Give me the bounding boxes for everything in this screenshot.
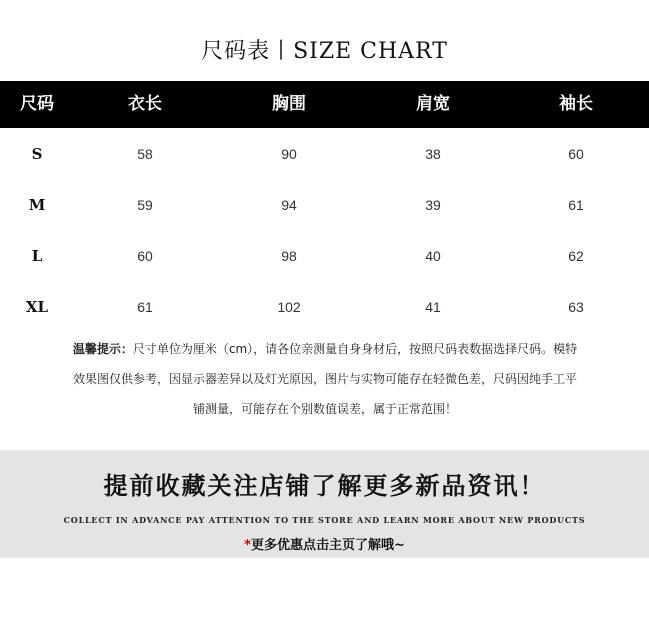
cell-sleeve: 60 bbox=[568, 146, 584, 162]
cell-shoulder: 38 bbox=[425, 146, 441, 162]
cell-length: 59 bbox=[137, 197, 153, 213]
table-row bbox=[0, 139, 649, 169]
cell-shoulder: 39 bbox=[425, 197, 441, 213]
header-shoulder: 肩宽 bbox=[416, 94, 450, 114]
header-length: 衣长 bbox=[128, 94, 162, 114]
notice-line-3: 铺测量，可能存在个别数值误差，属于正常范围！ bbox=[192, 402, 457, 416]
cell-size: L bbox=[31, 247, 43, 265]
cell-chest: 98 bbox=[281, 248, 297, 264]
notice-text-1: 尺寸单位为厘米（cm），请各位亲测量自身身材后，按照尺码表数据选择尺码。模特 bbox=[132, 342, 578, 356]
size-notice bbox=[60, 334, 590, 424]
header-sleeve: 袖长 bbox=[559, 94, 593, 114]
cell-size: M bbox=[28, 196, 46, 214]
size-table-header bbox=[0, 81, 649, 128]
cell-chest: 102 bbox=[277, 299, 301, 315]
star-marker: * bbox=[244, 538, 251, 553]
cell-chest: 90 bbox=[281, 146, 297, 162]
cell-sleeve: 62 bbox=[568, 248, 584, 264]
promo-subline: COLLECT IN ADVANCE PAY ATTENTION TO THE STORE AND LEARN MORE ABOUT NEW PRODUCTS bbox=[63, 515, 586, 525]
table-row bbox=[0, 292, 649, 322]
promo-headline: 提前收藏关注店铺了解更多新品资讯！ bbox=[103, 471, 546, 500]
cell-size: S bbox=[31, 145, 43, 163]
homepage-link-label: 更多优惠点击主页了解哦~ bbox=[250, 538, 405, 553]
cell-sleeve: 63 bbox=[568, 299, 584, 315]
header-chest: 胸围 bbox=[272, 94, 306, 114]
cell-chest: 94 bbox=[281, 197, 297, 213]
notice-line-2: 效果图仅供参考，因显示器差异以及灯光原因，图片与实物可能存在轻微色差，尺码因纯手工平 bbox=[72, 372, 577, 386]
cell-length: 60 bbox=[137, 248, 153, 264]
notice-line-1 bbox=[60, 334, 590, 364]
header-size: 尺码 bbox=[20, 94, 54, 114]
cell-size: XL bbox=[25, 298, 49, 316]
cell-length: 61 bbox=[137, 299, 153, 315]
cell-shoulder: 41 bbox=[425, 299, 441, 315]
cell-shoulder: 40 bbox=[425, 248, 441, 264]
notice-lead: 温馨提示： bbox=[72, 342, 133, 356]
table-row bbox=[0, 241, 649, 271]
table-row bbox=[0, 190, 649, 220]
cell-length: 58 bbox=[137, 146, 153, 162]
page-title: 尺码表丨SIZE CHART bbox=[201, 39, 448, 64]
promo-banner bbox=[0, 450, 649, 558]
cell-sleeve: 61 bbox=[568, 197, 584, 213]
homepage-link[interactable] bbox=[0, 534, 649, 553]
